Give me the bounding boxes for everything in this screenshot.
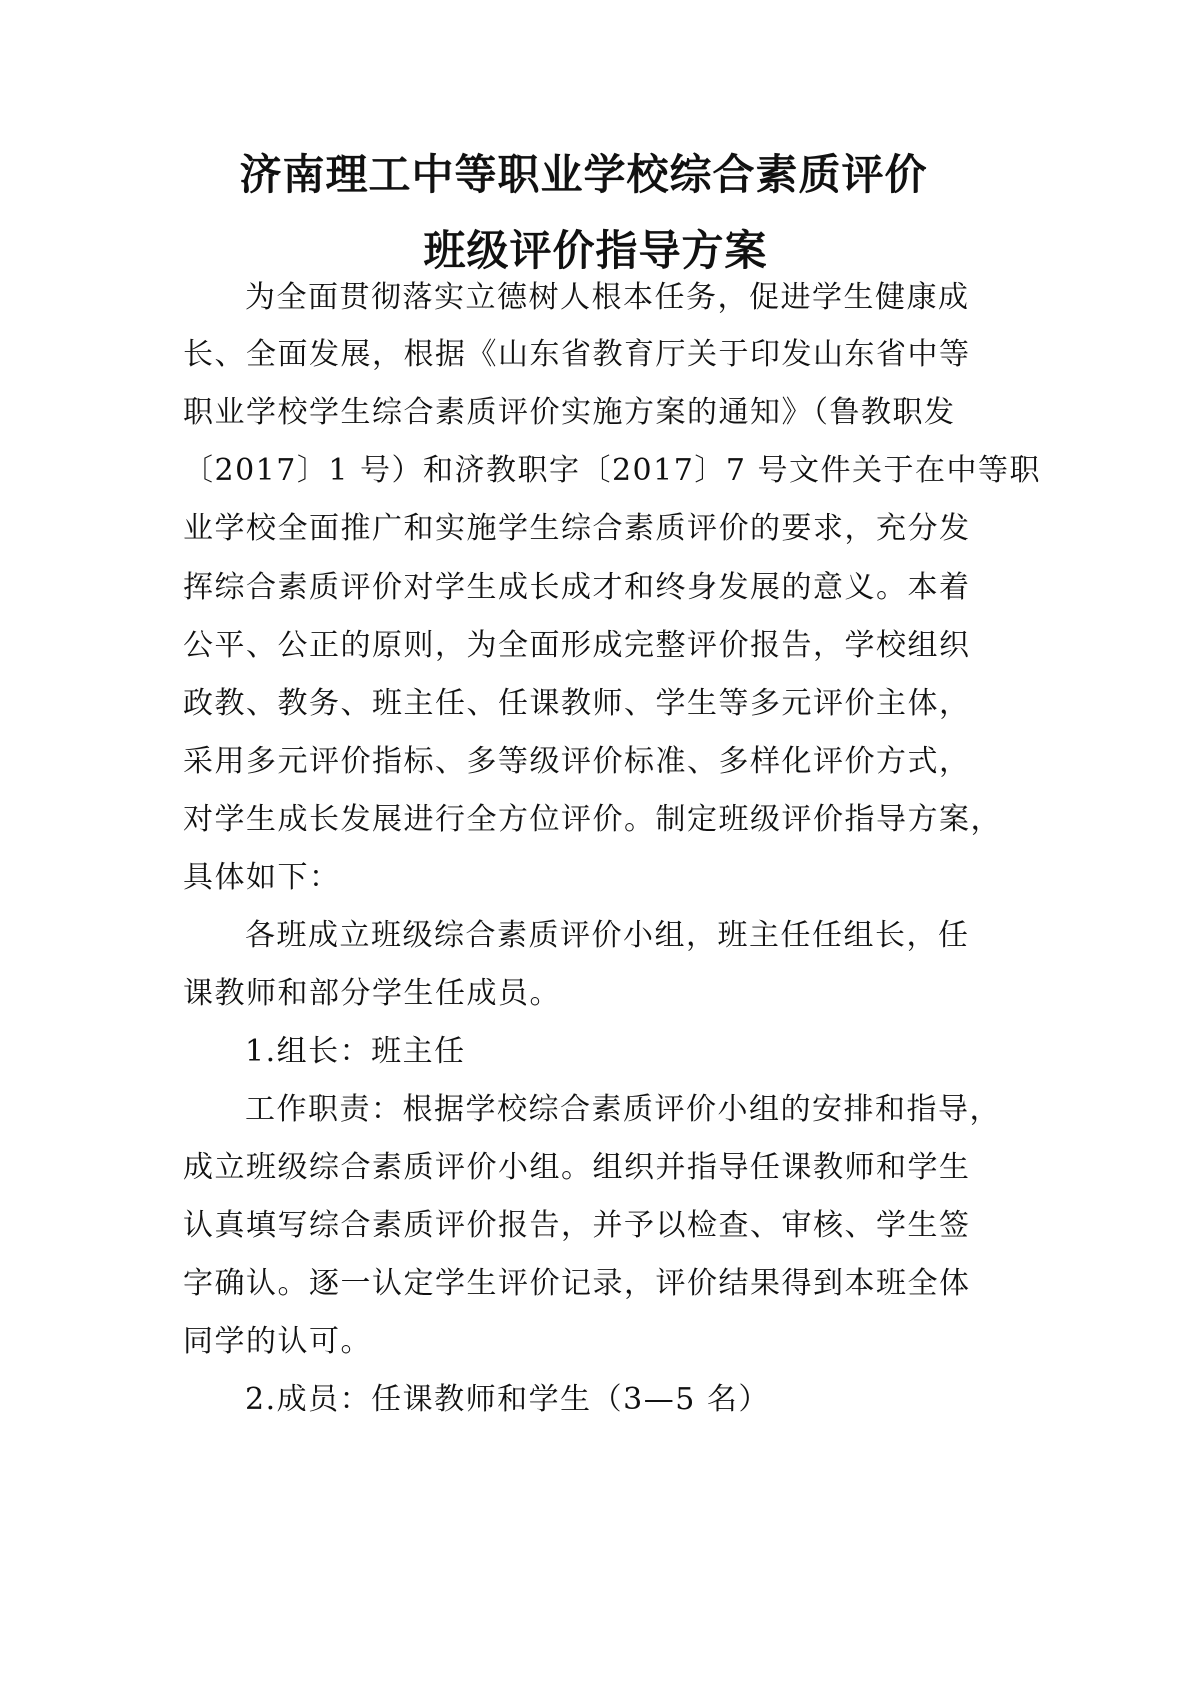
paragraph-line: 认真填写综合素质评价报告，并予以检查、审核、学生签 (183, 1208, 971, 1243)
section-heading: 1.组长：班主任 (245, 1034, 466, 1069)
document-title-line-1: 济南理工中等职业学校综合素质评价 (239, 150, 928, 199)
paragraph-line: 工作职责：根据学校综合素质评价小组的安排和指导， (245, 1092, 1001, 1127)
paragraph-line: 字确认。逐一认定学生评价记录，评价结果得到本班全体 (183, 1266, 971, 1301)
paragraph-line: 公平、公正的原则，为全面形成完整评价报告，学校组织 (183, 628, 971, 663)
paragraph-line: 课教师和部分学生任成员。 (183, 976, 561, 1011)
document-title-line-2: 班级评价指导方案 (423, 226, 768, 275)
paragraph-line: 为全面贯彻落实立德树人根本任务，促进学生健康成 (245, 280, 970, 315)
paragraph-line: 同学的认可。 (183, 1324, 372, 1359)
paragraph-line: 业学校全面推广和实施学生综合素质评价的要求，充分发 (183, 511, 971, 546)
paragraph-line: 对学生成长发展进行全方位评价。制定班级评价指导方案， (183, 802, 1002, 837)
paragraph-line: 成立班级综合素质评价小组。组织并指导任课教师和学生 (183, 1150, 971, 1185)
section-heading: 2.成员：任课教师和学生（3—5 名） (245, 1382, 770, 1417)
paragraph-line: 具体如下： (183, 860, 341, 895)
paragraph-line: 政教、教务、班主任、任课教师、学生等多元评价主体， (183, 686, 971, 721)
paragraph-line: 长、全面发展，根据《山东省教育厅关于印发山东省中等 (183, 337, 971, 372)
paragraph-line: 〔2017〕1 号）和济教职字〔2017〕7 号文件关于在中等职 (183, 453, 1041, 488)
paragraph-line: 各班成立班级综合素质评价小组，班主任任组长，任 (245, 918, 970, 953)
paragraph-line: 挥综合素质评价对学生成长成才和终身发展的意义。本着 (183, 570, 971, 605)
paragraph-line: 采用多元评价指标、多等级评价标准、多样化评价方式， (183, 744, 971, 779)
paragraph-line: 职业学校学生综合素质评价实施方案的通知》（鲁教职发 (183, 395, 956, 430)
